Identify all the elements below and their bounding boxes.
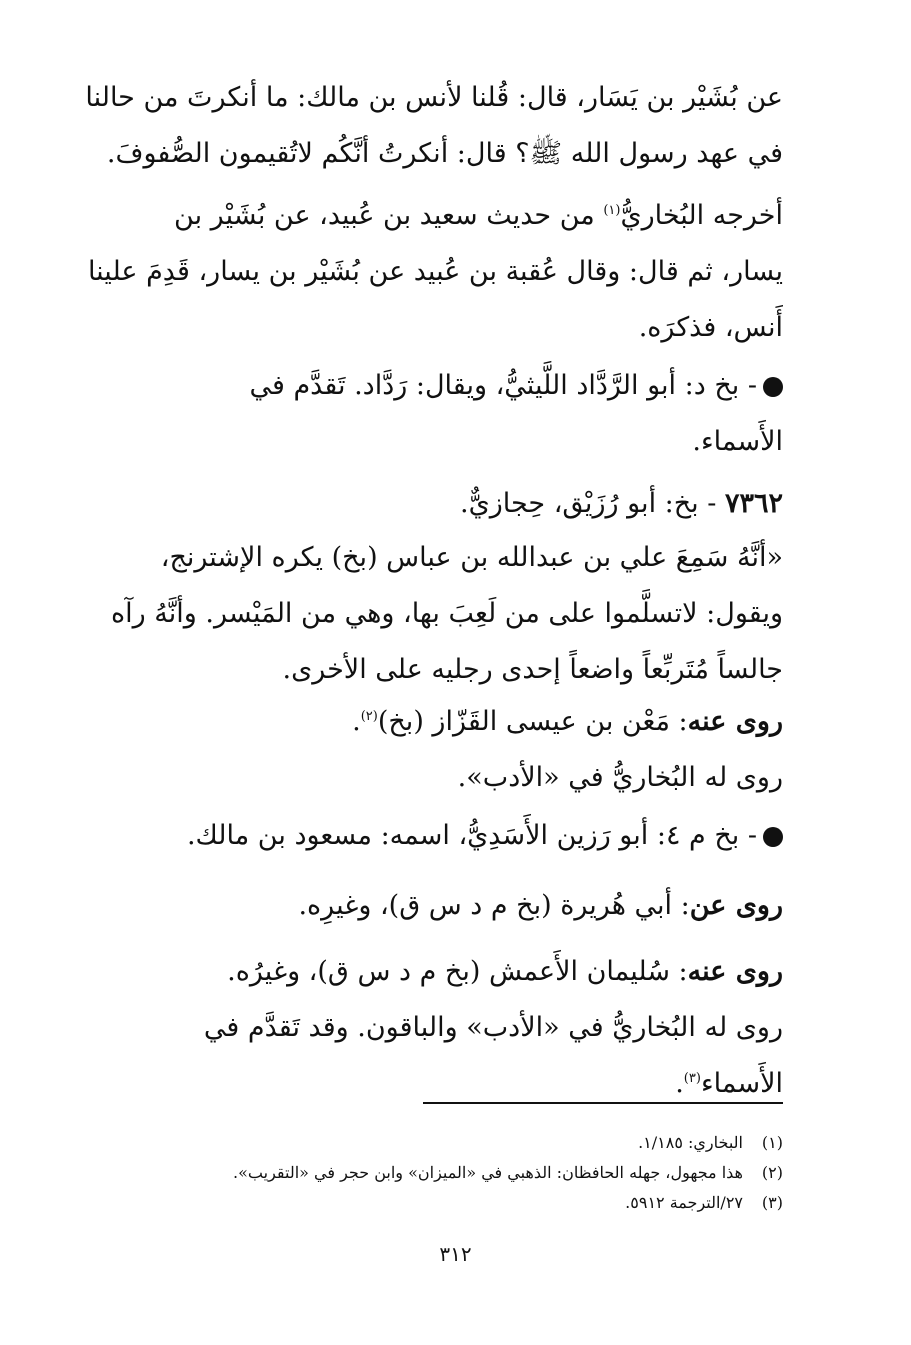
- footnotes: [83, 1128, 783, 1218]
- paragraph-narrators: [83, 694, 783, 806]
- text-line: [83, 476, 783, 532]
- page-number: ٣١٢: [439, 1242, 472, 1266]
- text-line: ويقول: لاتسلَّموا على من لَعِبَ بها، وهي من المَيْسر. وأنَّهُ رآه: [111, 598, 783, 629]
- text-segment: .: [352, 706, 361, 737]
- paragraph-quote: [83, 530, 783, 698]
- label-rawa-anhu: روى عنه: [687, 956, 783, 987]
- paragraph-rawa-an: [83, 878, 783, 934]
- text-line: روى له البُخاريُّ في «الأدب».: [457, 762, 783, 793]
- bullet-dot-icon: [763, 377, 783, 397]
- text-segment: : سُليمان الأَعمش (بخ م د س ق)، وغيرُه.: [227, 956, 688, 987]
- footnote-text: البخاري: ١/١٨٥.: [638, 1133, 743, 1152]
- text-segment: الأَسماء: [700, 1068, 783, 1099]
- footnote: [83, 1188, 783, 1218]
- text-line: روى له البُخاريُّ في «الأدب» والباقون. وقد تَقدَّم في: [203, 1012, 783, 1043]
- footnote-ref-2: (٢): [360, 709, 378, 724]
- text-segment: - بخ: أبو رُزَيْق، حِجازيٌّ.: [460, 488, 725, 519]
- text-line: الأَسماء.: [692, 426, 783, 457]
- footnote: [83, 1158, 783, 1188]
- text-segment: من حديث سعيد بن عُبيد، عن بُشَيْر بن: [174, 200, 604, 231]
- text-line: أَنس، فذكرَه.: [638, 312, 783, 343]
- label-rawa-anhu: روى عنه: [687, 706, 783, 737]
- text-line: عن بُشَيْر بن يَسَار، قال: قُلنا لأنس بن مالك: ما أنكرتَ من حالنا: [85, 82, 783, 113]
- text-line: «أنَّهُ سَمِعَ علي بن عبدالله بن عباس (بخ) يكره الإشترنج،: [160, 542, 783, 573]
- text-line: [83, 808, 783, 864]
- text-line: [83, 694, 783, 750]
- paragraph-entry-7362: [83, 476, 783, 532]
- text-line: في عهد رسول الله ﷺ؟ قال: أنكرتُ أنَّكُم لاتُقيمون الصُّفوفَ.: [106, 138, 783, 169]
- text-line: [83, 188, 783, 244]
- footnote-number: (٢): [761, 1163, 783, 1182]
- footnote-number: (٣): [761, 1193, 783, 1212]
- bullet-dot-icon: [763, 827, 783, 847]
- paragraph-entry-radad: [83, 358, 783, 470]
- paragraph-entry-razin: [83, 808, 783, 864]
- text-segment: - بخ د: أبو الرَّدَّاد اللَّيثيُّ، ويقال: رَدَّاد. تَقدَّم في: [249, 370, 757, 401]
- text-line: جالساً مُتَربِّعاً واضعاً إحدى رجليه على الأخرى.: [282, 654, 783, 685]
- footnote: [83, 1128, 783, 1158]
- paragraph-rawa-anhu-2: [83, 944, 783, 1000]
- footnote-ref-3: (٣): [683, 1071, 701, 1086]
- text-segment: : مَعْن بن عيسى القَزّاز (بخ): [377, 706, 688, 737]
- text-segment: أخرجه البُخاريُّ: [620, 200, 783, 231]
- footnote-ref-1: (١): [603, 203, 621, 218]
- text-segment: - بخ م ٤: أبو رَزين الأَسَدِيُّ، اسمه: مسعود بن مالك.: [186, 820, 757, 851]
- footnote-number: (١): [761, 1133, 783, 1152]
- text-line: يسار، ثم قال: وقال عُقبة بن عُبيد عن بُشَيْر بن يسار، قَدِمَ علينا: [87, 256, 783, 287]
- paragraph-closing: [83, 1000, 783, 1112]
- footnote-text: ٢٧/الترجمة ٥٩١٢.: [625, 1193, 743, 1212]
- paragraph-takhrij: [83, 188, 783, 356]
- text-line: [83, 944, 783, 1000]
- entry-number: ٧٣٦٢: [724, 488, 783, 519]
- text-line: [83, 878, 783, 934]
- footnote-text: هذا مجهول، جهله الحافظان: الذهبي في «الميزان» وابن حجر في «التقريب».: [233, 1163, 743, 1182]
- paragraph-hadith: [83, 70, 783, 182]
- text-segment: : أبي هُريرة (بخ م د س ق)، وغيرِه.: [298, 890, 690, 921]
- footnote-divider: [423, 1102, 783, 1104]
- text-line: [83, 358, 783, 414]
- text-segment: .: [675, 1068, 684, 1099]
- label-rawa-an: روى عن: [689, 890, 783, 921]
